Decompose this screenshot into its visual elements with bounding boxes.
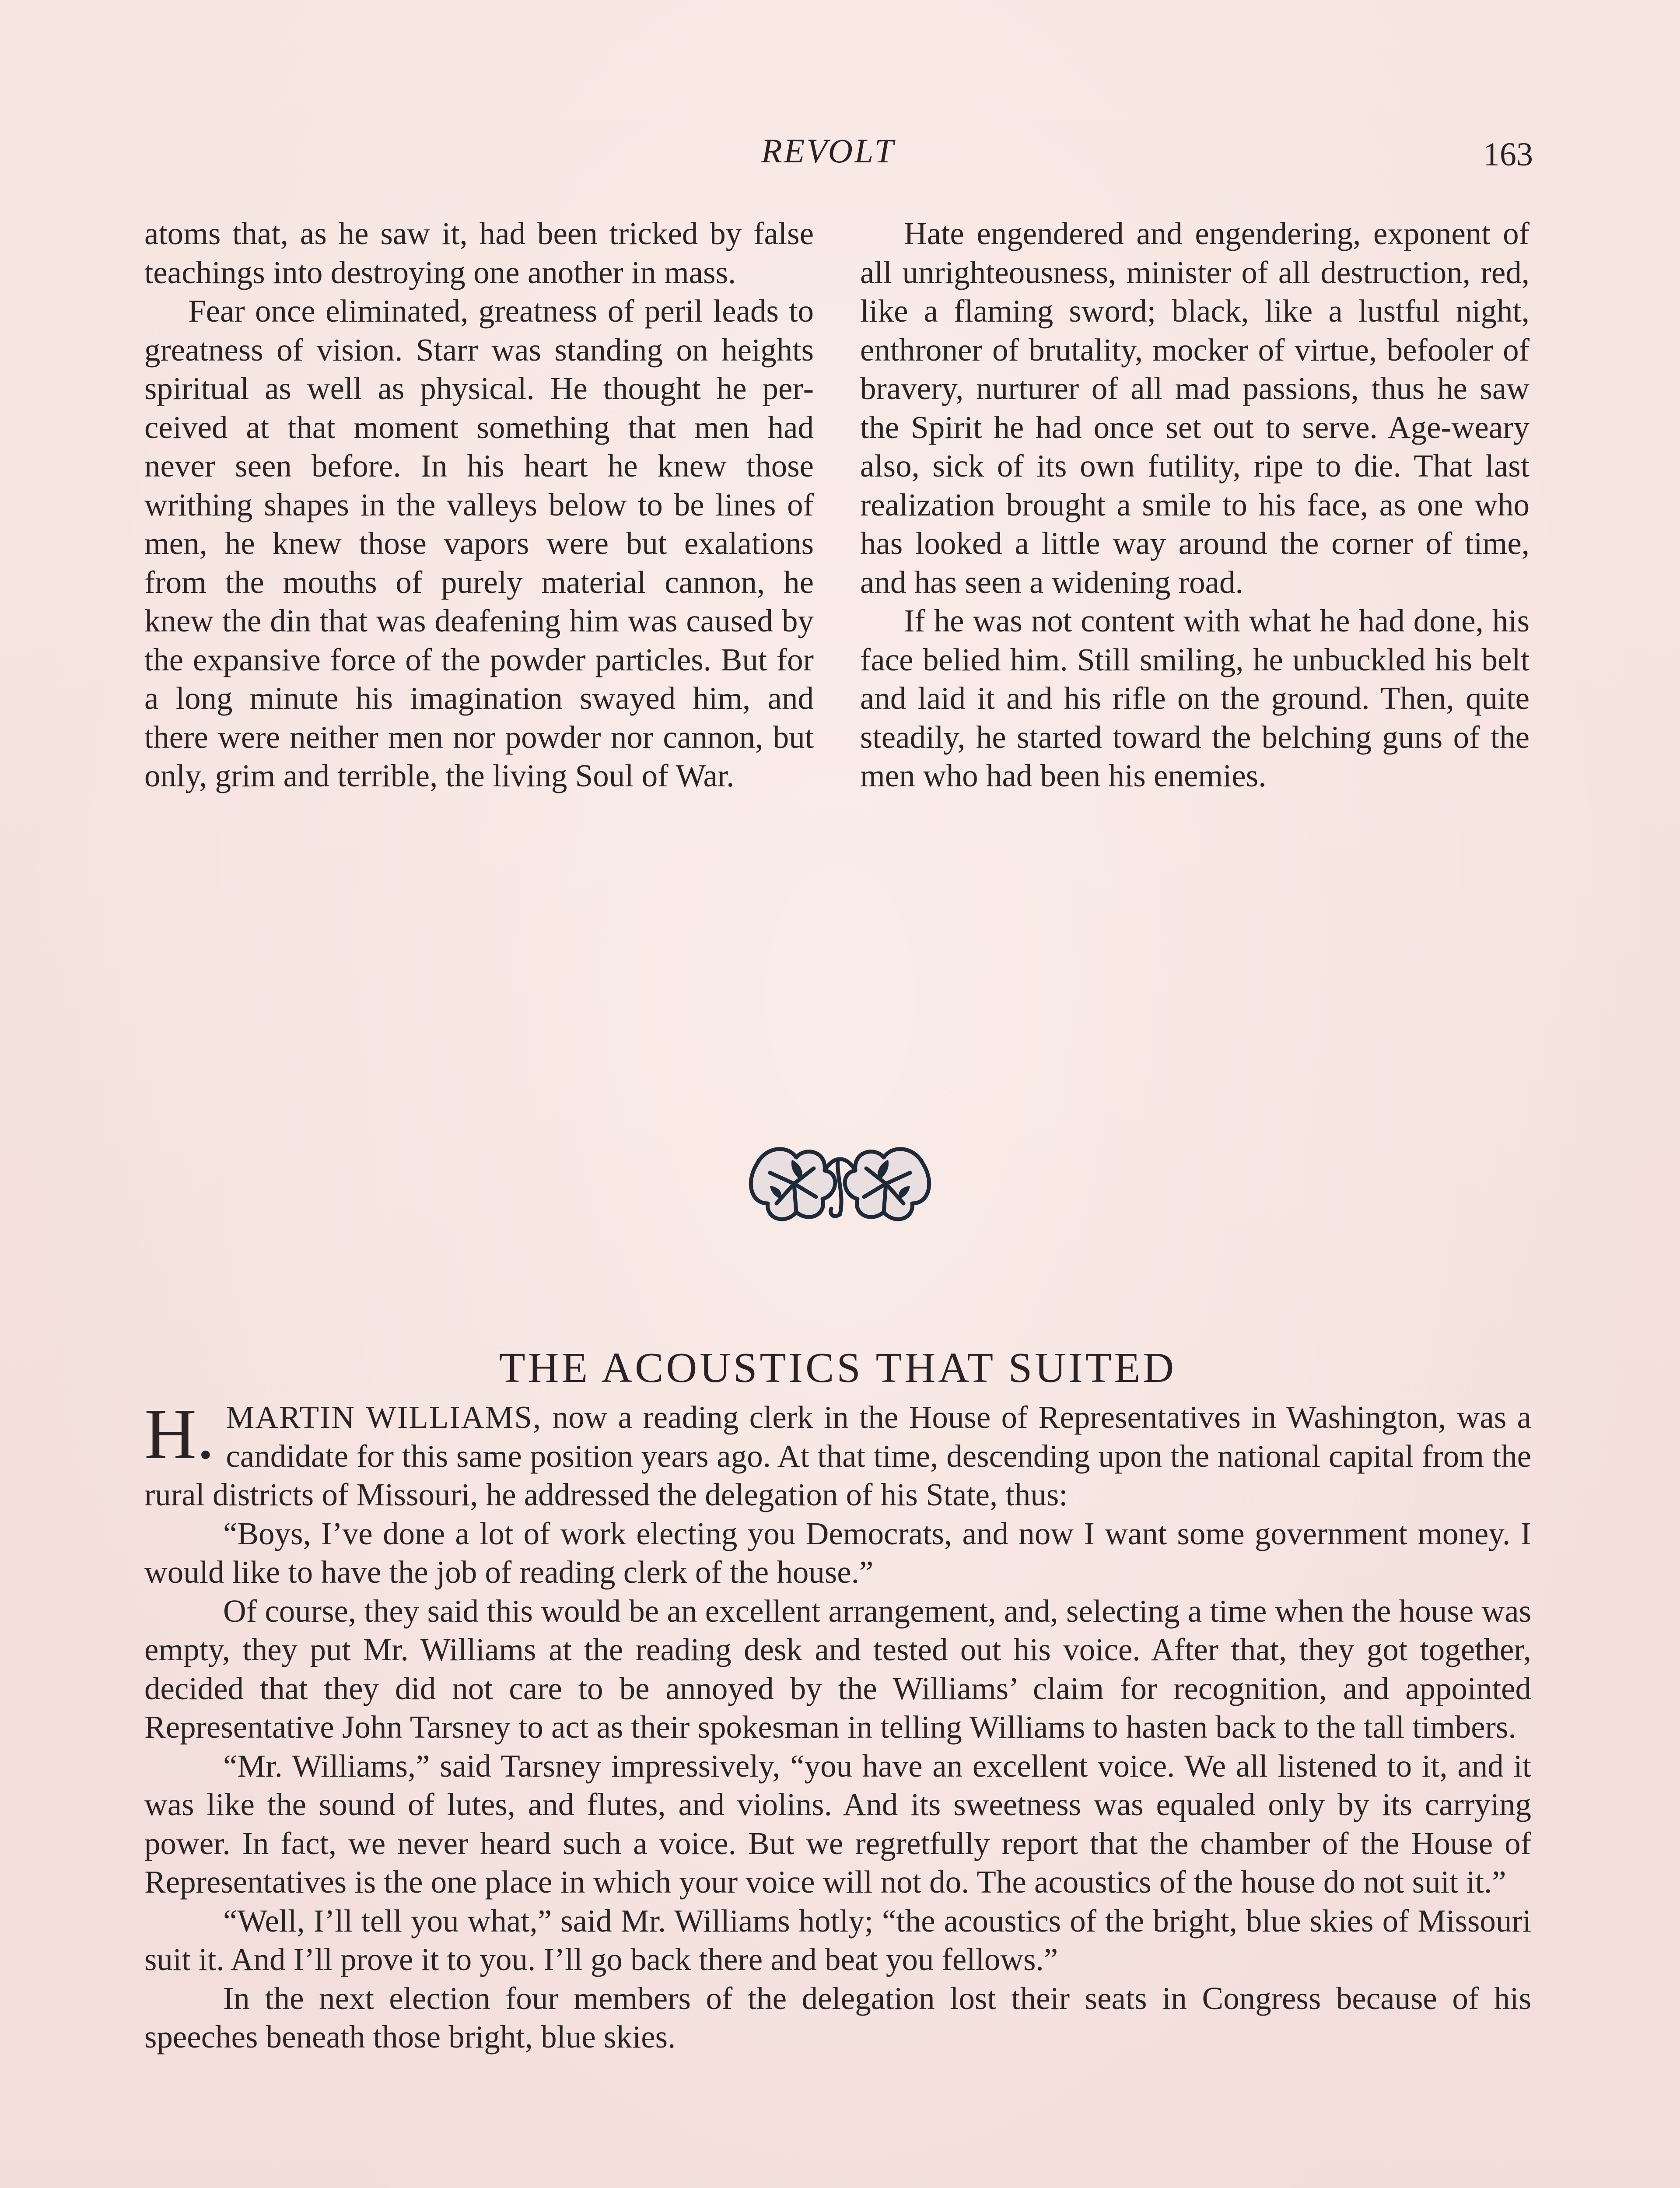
ivy-leaves-ornament-icon [739,1138,941,1230]
opening-name: MARTIN WILLIAMS, [226,1399,542,1435]
article-paragraph: Of course, they said this would be an excellent arrangement, and, selecting a time when the house was empty, they put Mr. Williams at the reading desk and tested out his voice. After that, they got together, decided that they did not care to be annoyed by the Williams’ claim for recognition, and appointed Representative John Tarsney to act as their spokesman in telling Williams to hasten back to the tall timbers. [144,1593,1531,1745]
story-left-column [144,214,814,796]
article-title: THE ACOUSTICS THAT SUITED [499,1344,1177,1392]
story-paragraph: Hate engendered and engendering, exponent of all unrighteousness, minister of all destruction, red, like a flaming sword; black, like a lustful night, enthroner of brutality, mocker of virtue, befooler of bravery, nurturer of all mad passions, thus he saw the Spirit he had once set out to serve. Age-weary also, sick of its own futility, ripe to die. That last realization brought a smile to his face, as one who has looked a little way around the corner of time, and has seen a widening road. [860,216,1530,600]
page-number: 163 [1483,136,1533,173]
running-title: REVOLT [761,132,896,170]
article-first-paragraph [144,1394,1531,1515]
drop-cap: H. [144,1394,215,1474]
article-paragraph: “Boys, I’ve done a lot of work electing you Democrats, and now I want some government money. I would like to have the job of reading clerk of the house.” [144,1515,1531,1590]
story-paragraph: If he was not content with what he had done, his face belied him. Still smiling, he unbuckled his belt and laid it and his rifle on the ground. Then, quite steadily, he started toward the belching guns of the men who had been his enemies. [860,603,1530,793]
article-body [144,1394,1531,2057]
story-paragraph: Fear once eliminated, greatness of peril leads to greatness of vision. Starr was standing on heights spiritual as well as physical. He thought he perceived at that moment something that men had never seen before. In his heart he knew those writhing shapes in the valleys below to be lines of men, he knew those vapors were but exalations from the mouths of purely material cannon, he knew the din that was deafening him was caused by the expansive force of the powder particles. But for a long minute his imagination swayed him, and there were neither men nor powder nor cannon, but only, grim and terrible, the living Soul of War. [144,293,814,793]
article-paragraph: “Mr. Williams,” said Tarsney impressively, “you have an excellent voice. We all listened to it, and it was like the sound of lutes, and flutes, and violins. And its sweetness was equaled only by its carrying power. In fact, we never heard such a voice. But we regretfully report that the chamber of the House of Representatives is the one place in which your voice will not do. The acoustics of the house do not suit it.” [144,1748,1531,1900]
article-paragraph: now a reading clerk in the House of Representatives in Washington, was a candidate for this same position years ago. At that time, descending upon the national capital from the rural districts of Missouri, he addressed the delegation of his State, thus: [144,1399,1531,1512]
story-paragraph: atoms that, as he saw it, had been tricked by false teachings into destroying one another in mass. [144,216,814,290]
article-paragraph: In the next election four members of the delegation lost their seats in Congress because of his speeches beneath those bright, blue skies. [144,1980,1531,2055]
story-right-column [860,214,1530,796]
article-paragraph: “Well, I’ll tell you what,” said Mr. Williams hotly; “the acoustics of the bright, blue skies of Missouri suit it. And I’ll prove it to you. I’ll go back there and beat you fellows.” [144,1903,1531,1977]
